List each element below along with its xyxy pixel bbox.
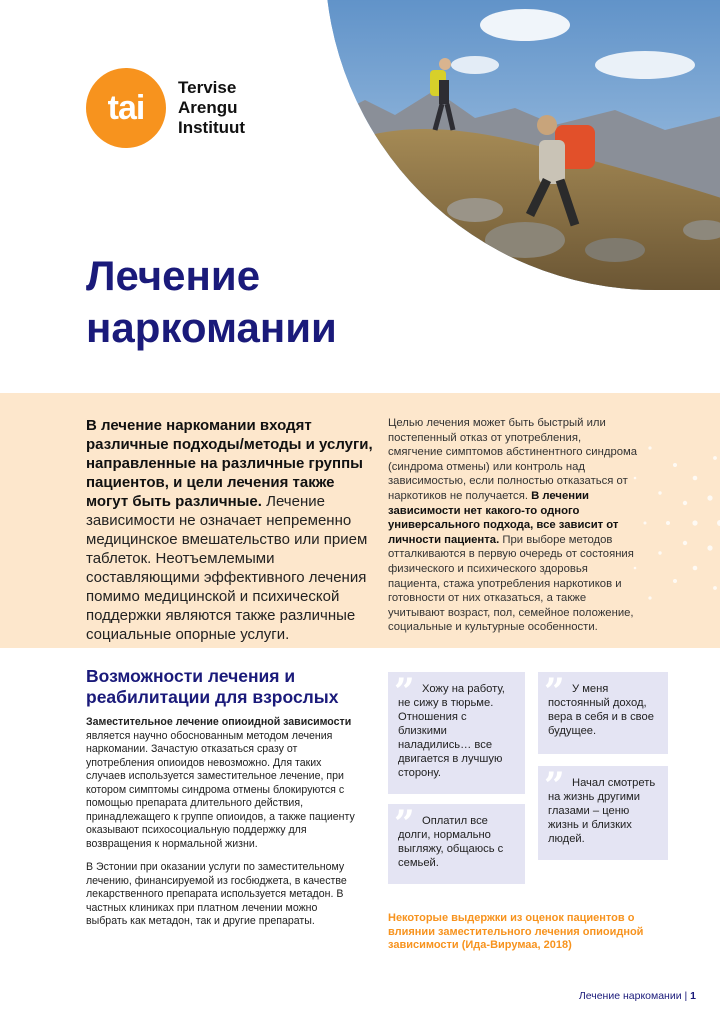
hero-photo — [325, 0, 720, 290]
logo-line-2: Arengu — [178, 98, 238, 117]
quote-text: У меня постоянный доход, вера в себя и в свое будущее. — [548, 683, 654, 737]
quote-card — [538, 672, 668, 754]
intro-lead-rest: Лечение зависимости не означает непременно медицинское вмешательство или прием таблеток. Неотъемлемыми составляющими эффективного лечения помимо медицинской и психической поддержки являются также различные социальные опорные услуги. — [86, 493, 368, 643]
quote-card — [388, 672, 525, 794]
quote-text: Начал смотреть на жизнь другими глазами – ценю жизнь и близких людей. — [548, 777, 656, 845]
logo-line-3: Instituut — [178, 118, 246, 137]
intro-right-paragraph — [388, 416, 638, 635]
body-paragraph-2: В Эстонии при оказании услуги по заместительному лечению, финансируемой из госбюджета, в качестве лекарственного препарата используется метадон. В частных клиниках при платном лечении можно выбрать как метадон, так и другие препараты. — [86, 861, 347, 927]
hiking-illustration — [325, 0, 720, 290]
quote-text: Оплатил все долги, нормально выгляжу, общаюсь с семьей. — [398, 815, 504, 869]
title-line-2: наркомании — [86, 304, 337, 351]
quote-mark-icon: ” — [394, 803, 415, 845]
body-paragraph-1 — [86, 716, 360, 851]
footer-label: Лечение наркомании | — [578, 990, 688, 1002]
quote-card — [388, 804, 525, 884]
intro-right-start: Целью лечения может быть быстрый или постепенный отказ от употребления, смягчение симптомов абстинентного синдрома (синдрома отмены) или контроль над зависимостью, если полностью отказаться от наркотиков не получается. — [388, 417, 638, 502]
page-footer — [579, 990, 696, 1002]
intro-lead-bold: В лечение наркомании входят различные подходы/методы и услуги, направленные на различные группы пациентов, и цели лечения также могут быть различные. — [86, 417, 373, 510]
section-heading-line-2: реабилитации для взрослых — [86, 687, 339, 707]
intro-right-bold: В лечении зависимости нет какого-то одного универсального подхода, все зависит от личности пациента. — [388, 489, 619, 546]
section-body — [86, 716, 360, 939]
page-title — [86, 250, 337, 354]
quote-text: Хожу на работу, не сижу в тюрьме. Отношения с близкими наладились… все двигается в лучшую сторону. — [398, 683, 505, 779]
intro-right-rest: При выборе методов отталкиваются в первую очередь от состояния физического и психического здоровья пациента, стажа употребления наркотиков и готовности от них отказаться, а также учитывают возраст, пол, семейное положение, социальные и культурные особенности. — [388, 533, 634, 634]
quote-mark-icon: ” — [544, 671, 565, 713]
quotes-caption: Некоторые выдержки из оценок пациентов о влиянии заместительного лечения опиоидной зависимости (Ида-Вирумаа, 2018) — [388, 912, 644, 952]
logo — [86, 68, 245, 148]
section-heading-line-1: Возможности лечения и — [86, 666, 296, 686]
intro-lead-paragraph — [86, 416, 376, 644]
quote-card — [538, 766, 668, 860]
page-number: 1 — [690, 990, 696, 1002]
body-p1-bold: Заместительное лечение опиоидной зависимости — [86, 716, 352, 728]
logo-mark: tai — [86, 68, 166, 148]
quote-mark-icon: ” — [544, 765, 565, 807]
quote-mark-icon: ” — [394, 671, 415, 713]
logo-wordmark — [178, 78, 245, 138]
body-p1-rest: является научно обоснованным методом лечения наркомании. Зачастую отказаться сразу от употребления опиоидов невозможно. Для таких случаев используется заместительное лечение, при котором симптомы синдрома отмены блокируются с помощью препарата длительного действия, принадлежащего к группе опиоидов, а также пациенту оказывают психосоциальную поддержку для возвращения к нормальной жизни. — [86, 729, 355, 850]
title-line-1: Лечение — [86, 252, 261, 299]
logo-line-1: Tervise — [178, 78, 237, 97]
section-heading — [86, 666, 366, 708]
